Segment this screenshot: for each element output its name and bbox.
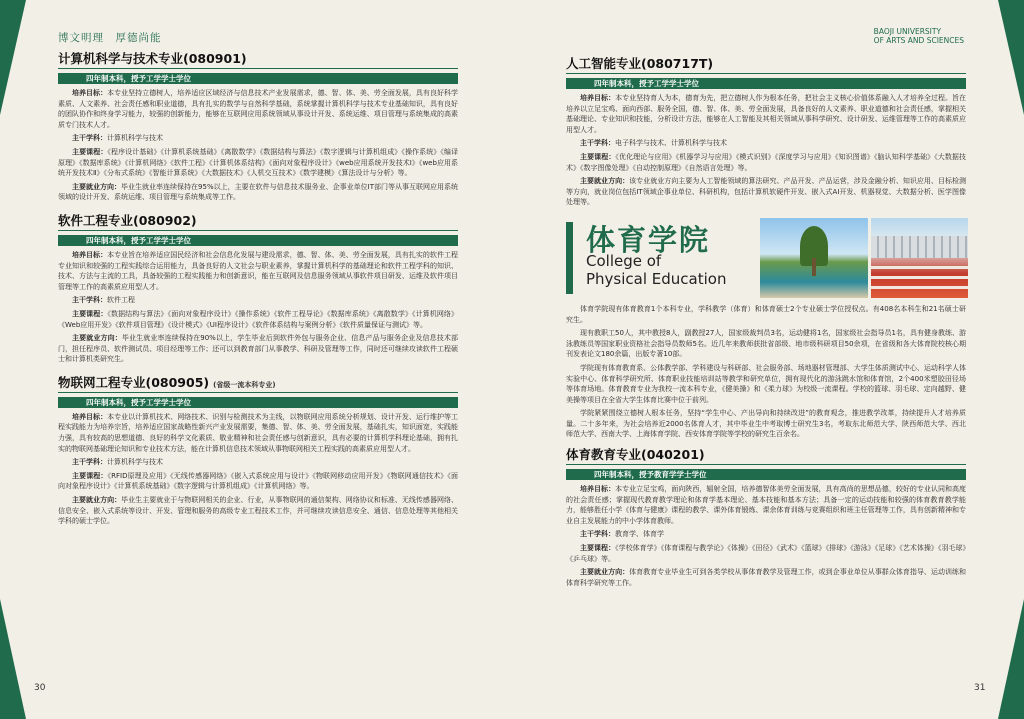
university-name-line1: BAOJI UNIVERSITY: [873, 27, 942, 36]
degree-band: 四年制本科，授予教育学学士学位: [566, 469, 966, 480]
paragraph-text: 《数据结构与算法》《面向对象程序设计》《操作系统》《软件工程导论》《数据库系统》《离散数学》《计算机网络》《Web应用开发》《软件项目管理》《设计模式》《UI程序设计》《软件体系结构与案例分析》《软件质量保证与测试》等。: [58, 309, 459, 329]
paragraph-label: 主干学科：: [580, 530, 615, 539]
college-intro-paragraph: 学院紧紧围绕立德树人根本任务，坚持“学生中心、产出导向和持续改进”的教育观念，推进教学改革，持续提升人才培养质量。二十多年来，为社会培养近2000名体育人才，其中毕业生中考取博士研究生3名，考取东北师范大学、陕西师范大学、西北师范大学、西南大学、上海体育学院、西安体育学院等学校的研究生百余名。: [566, 409, 966, 439]
paragraph-text: 《程序设计基础》《计算机系统基础》《离散数学》《数据结构与算法》《数字逻辑与计算机组成》《操作系统》《编译原理》《数据库系统》《计算机网络》《软件工程》《计算机体系结构》《面向对象程序设计》《web应用系统开发技术Ⅰ》《web应用系统开发技术Ⅱ》《分布式系统》《智能计算系统》《大数据技术》《人机交互技术》《数学建模》《算法设计与分析》等。: [58, 147, 459, 178]
major-title-text: 计算机科学与技术专业(080901): [58, 51, 247, 66]
paragraph-text: 《RFID原理及应用》《无线传感器网络》《嵌入式系统应用与设计》《物联网移动应用开发》《物联网通信技术》《面向对象程序设计》《计算机系统基础》《数字逻辑与计算机组成》《计算机网络》等。: [58, 471, 459, 491]
major-section: [58, 209, 458, 365]
header-motto: 博文明理 厚德尚能: [58, 32, 162, 44]
paragraph-label: 主要课程：: [72, 471, 108, 480]
major-title-note: (省级一流本科专业): [213, 380, 276, 389]
college-intro-paragraph: 现有教职工50人，其中教授8人，副教授27人，国家级裁判员3名，运动健将1名，国家级社会指导员1名，具有健身教练、游泳教练员等国家职业资格社会指导员数师5名。近几年来教师获批省部级、地市级科研项目50余项，在省级和各大体育院校核心期刊发表论文180余篇，出版专著10部。: [566, 329, 966, 359]
outdoor-pool-photo: [760, 218, 868, 298]
degree-band: 四年制本科，授予工学学士学位: [58, 73, 458, 84]
major-paragraph: [566, 543, 966, 564]
palm-trunk-shape: [812, 258, 816, 276]
major-title: [58, 47, 458, 69]
major-title: [566, 52, 966, 74]
major-paragraph: [58, 88, 458, 130]
major-section-pe: [566, 443, 966, 588]
major-title-text: 物联网工程专业(080905): [58, 374, 210, 390]
left-page-content: [58, 47, 458, 533]
right-page-content: [566, 52, 966, 594]
paragraph-text: 本专业立足宝鸡，面向陕西，辐射全国，培养德智体美劳全面发展，具有高尚的思想品德，较好的专业认同和高度的社会责任感；掌握现代教育教学理论和体育学基本理论、基本技能和基本方法；具备一定的运动技能和较强的体育教育教学能力，能够胜任小学《体育与健康》课程的教学、课外体育锻炼、课余体育训练与竞赛组织和班主任管理等工作，具有创新精神和专业自主发展能力的中小学体育教师。: [566, 485, 966, 525]
paragraph-label: 主要课程：: [580, 152, 616, 161]
college-banner-bar: [566, 222, 573, 294]
major-section-ai: [566, 52, 966, 208]
major-paragraph: [58, 457, 458, 468]
paragraph-text: 《学校体育学》《体育课程与教学论》《体操》《田径》《武术》《篮球》《排球》《游泳》《足球》《艺术体操》《羽毛球》《乒乓球》等。: [566, 544, 967, 563]
degree-band: 四年制本科，授予工学学士学位: [58, 235, 458, 246]
major-paragraph: [58, 295, 458, 306]
paragraph-label: 主要就业方向：: [72, 182, 122, 191]
major-paragraph: [58, 147, 458, 179]
track-lane-shape: [871, 266, 968, 269]
track-lane-shape: [871, 286, 968, 289]
major-title-text: 体育教育专业(040201): [566, 447, 705, 463]
paragraph-label: 培养目标：: [580, 94, 616, 102]
paragraph-label: 培养目标：: [580, 485, 616, 494]
major-paragraph: [58, 133, 458, 144]
major-paragraph: [566, 484, 966, 526]
major-title: [566, 443, 966, 465]
major-title-text: 软件工程专业(080902): [58, 212, 197, 228]
paragraph-label: 主要课程：: [72, 147, 108, 156]
college-intro-paragraph: 学院现有体育教育系、公体教学部、学科建设与科研部、社会服务部、场地器材管理部、大学生体质测试中心、运动科学人体实验中心、体育科学研究所、体育职业技能培训站等教学和研究单位，拥有现代化的游泳跳水馆和体育馆，2个400米塑胶田径场等体育场地。体育教育专业为我校一流本科专业，《健美操》和《柔力球》为校级一流课程。学校的篮球、羽毛球、定向越野、健美操等项目在全省大学生体育比赛中位于前列。: [566, 363, 966, 404]
major-paragraph: [566, 93, 966, 135]
paragraph-label: 主干学科：: [72, 458, 107, 467]
degree-band: 四年制本科，授予工学学士学位: [566, 78, 966, 89]
paragraph-label: 主要就业方向：: [72, 496, 122, 505]
major-paragraph: [566, 567, 966, 588]
paragraph-label: 培养目标：: [72, 89, 108, 97]
major-paragraph: [58, 182, 458, 203]
paragraph-text: 本专业坚持育人为本，德育为先，把立德树人作为根本任务，把社会主义核心价值体系融入人才培养全过程。旨在培养以立足宝鸡、面向西部、服务全国，德、智、体、美、劳全面发展，具备良好的人文素养、职业道德和社会责任感，掌握相关基础理论、专业知识和技能，分析设计方法，能够在人工智能及其相关领域从事科学研究、设计研发、运维管理等工作的高素质应用型人才。: [566, 94, 966, 134]
paragraph-label: 主干学科：: [72, 134, 107, 143]
major-title: [58, 209, 458, 231]
stadium-stand-shape: [871, 236, 968, 258]
green-corner-decoration: [0, 0, 26, 115]
paragraph-text: 教育学、体育学: [615, 530, 664, 539]
page-number-right: 31: [974, 683, 986, 693]
major-paragraph: [566, 529, 966, 540]
college-banner: [566, 218, 966, 298]
paragraph-text: 电子科学与技术、计算机科学与技术: [615, 139, 727, 148]
paragraph-label: 主要就业方向：: [580, 177, 630, 186]
paragraph-label: 培养目标：: [72, 412, 108, 421]
major-paragraph: [566, 176, 966, 208]
college-intro-paragraph: 体育学院现有体育教育1个本科专业，学科教学（体育）和体育硕士2个专业硕士学位授权点。有408名本科生和21名硕士研究生。: [566, 304, 966, 324]
major-paragraph: [58, 495, 458, 527]
green-corner-decoration: [0, 599, 26, 719]
paragraph-label: 主要就业方向：: [580, 568, 630, 577]
major-section: [58, 371, 458, 527]
paragraph-text: 计算机科学与技术: [107, 134, 163, 143]
college-name-en-line2: Physical Education: [586, 269, 727, 288]
major-paragraph: [58, 333, 458, 365]
paragraph-text: 本专业以计算机技术、网络技术、识别与检测技术为主线，以物联网应用系统分析规划、设计开发、运行维护等工程实践能力为培养宗旨，培养适应国家战略性新兴产业发展需要，集德、智、体、美、劳全面发展，基础扎实，知识面宽，实践能力强，具有较高的思想道德、良好的科学文化素质、敬业精神和社会责任感与创新意识，具有必要的计算机学科理论基础，拥有扎实的物联网基础理论知识和专业技术方法，能在计算机信息技术领域从事物联网相关工程实践的高素质应用型人才。: [58, 412, 458, 453]
major-section: [58, 47, 458, 203]
paragraph-text: 软件工程: [107, 296, 135, 305]
paragraph-text: 该专业就业方向主要为人工智能领域的算法研究、产品开发、产品运营，涉及金融分析、知识应用、目标检测等方向，就业岗位包括IT领域企事业单位、科研机构，包括计算机软硬件开发、嵌入式AI开发、机器视觉、大数据分析、医学图像处理等。: [566, 177, 967, 207]
page-number-left: 30: [34, 683, 46, 693]
major-paragraph: [58, 309, 458, 330]
paragraph-label: 主要课程：: [72, 309, 108, 318]
major-paragraph: [58, 412, 458, 454]
paragraph-text: 《优化理论与应用》《机器学习与应用》《模式识别》《深度学习与应用》《知识图谱》《脑认知科学基础》《大数据技术》《数字图像处理》《自动控制原理》《自然语言处理》等。: [566, 152, 967, 172]
paragraph-text: 计算机科学与技术: [107, 458, 163, 467]
paragraph-label: 主干学科：: [72, 296, 107, 305]
paragraph-text: 本专业坚持立德树人，培养适应区域经济与信息技术产业发展需求，德、智、体、美、劳全面发展，具有良好科学素质、人文素养、社会责任感和职业道德，具有扎实的数学与自然科学基础，系统掌握计算机科学与技术专业基础知识，具有良好的团队协作和终身学习能力，较强的创新能力，能够在互联网应用系统领域从事设计开发、系统运维、项目管理与系统集成的高素质专门技术人才。: [58, 89, 458, 129]
green-corner-decoration: [998, 0, 1024, 115]
paragraph-text: 体育教育专业毕业生可到各类学校从事体育教学及管理工作，或到企事业单位从事群众体育指导、运动训练和体育科学研究等工作。: [566, 568, 967, 587]
paragraph-label: 主干学科：: [580, 139, 615, 148]
college-name-zh: 体育学院: [586, 222, 711, 257]
paragraph-label: 主要就业方向：: [72, 334, 122, 343]
major-paragraph: [566, 152, 966, 173]
paragraph-text: 毕业生就业率连续保持在95%以上，主要在软件与信息技术服务业、企事业单位IT部门等从事互联网应用系统领域的设计开发、系统运维、项目管理与系统集成等工作。: [58, 182, 458, 202]
university-name-line2: OF ARTS AND SCIENCES: [873, 36, 964, 45]
paragraph-text: 本专业旨在培养适应国民经济和社会信息化发展与建设需求，德、智、体、美、劳全面发展，具有扎实的软件工程专业知识和较强的工程实践综合运用能力，具备良好的人文社会与职业素养，掌握计算机科学的基础理论和软件工程学科的知识、技术、方法与主流的工具，具备较强的工程实践能力和创新意识，能在互联网及信息服务领域从事软件项目研发、运维及软件项目管理等工作的高素质应用型人才。: [58, 250, 458, 291]
university-name: [874, 27, 964, 45]
major-paragraph: [58, 250, 458, 292]
paragraph-label: 主要课程：: [580, 544, 616, 553]
green-corner-decoration: [998, 599, 1024, 719]
degree-band: 四年制本科，授予工学学士学位: [58, 397, 458, 408]
paragraph-text: 毕业生主要就业于与物联网相关的企业、行业，从事物联网的通信架构、网络协议和标准、无线传感器网络、信息安全、嵌入式系统等设计、开发、管理和服务的高级专业工程技术工作，并可继续攻读信息安全、通信、信息处理等其他相关学科的硕士学位。: [58, 496, 459, 526]
track-lane-shape: [871, 276, 968, 279]
paragraph-text: 毕业生就业率连续保持在90%以上，学生毕业后到软件外包与服务企业、信息产品与服务企业及信息技术部门，担任程序员、软件测试员、项目经理等工作；还可以到教育部门从事教学、科研及管理等工作，同时还可继续攻读软件工程硕士和计算机类研究生。: [58, 334, 459, 364]
major-title-text: 人工智能专业(080717T): [566, 56, 714, 71]
major-paragraph: [566, 138, 966, 149]
major-title: [58, 371, 458, 393]
college-name-en-line1: College of: [586, 251, 662, 270]
college-introduction: [566, 304, 966, 440]
indoor-stadium-photo: [871, 218, 968, 298]
major-paragraph: [58, 471, 458, 492]
paragraph-label: 培养目标：: [72, 250, 108, 259]
